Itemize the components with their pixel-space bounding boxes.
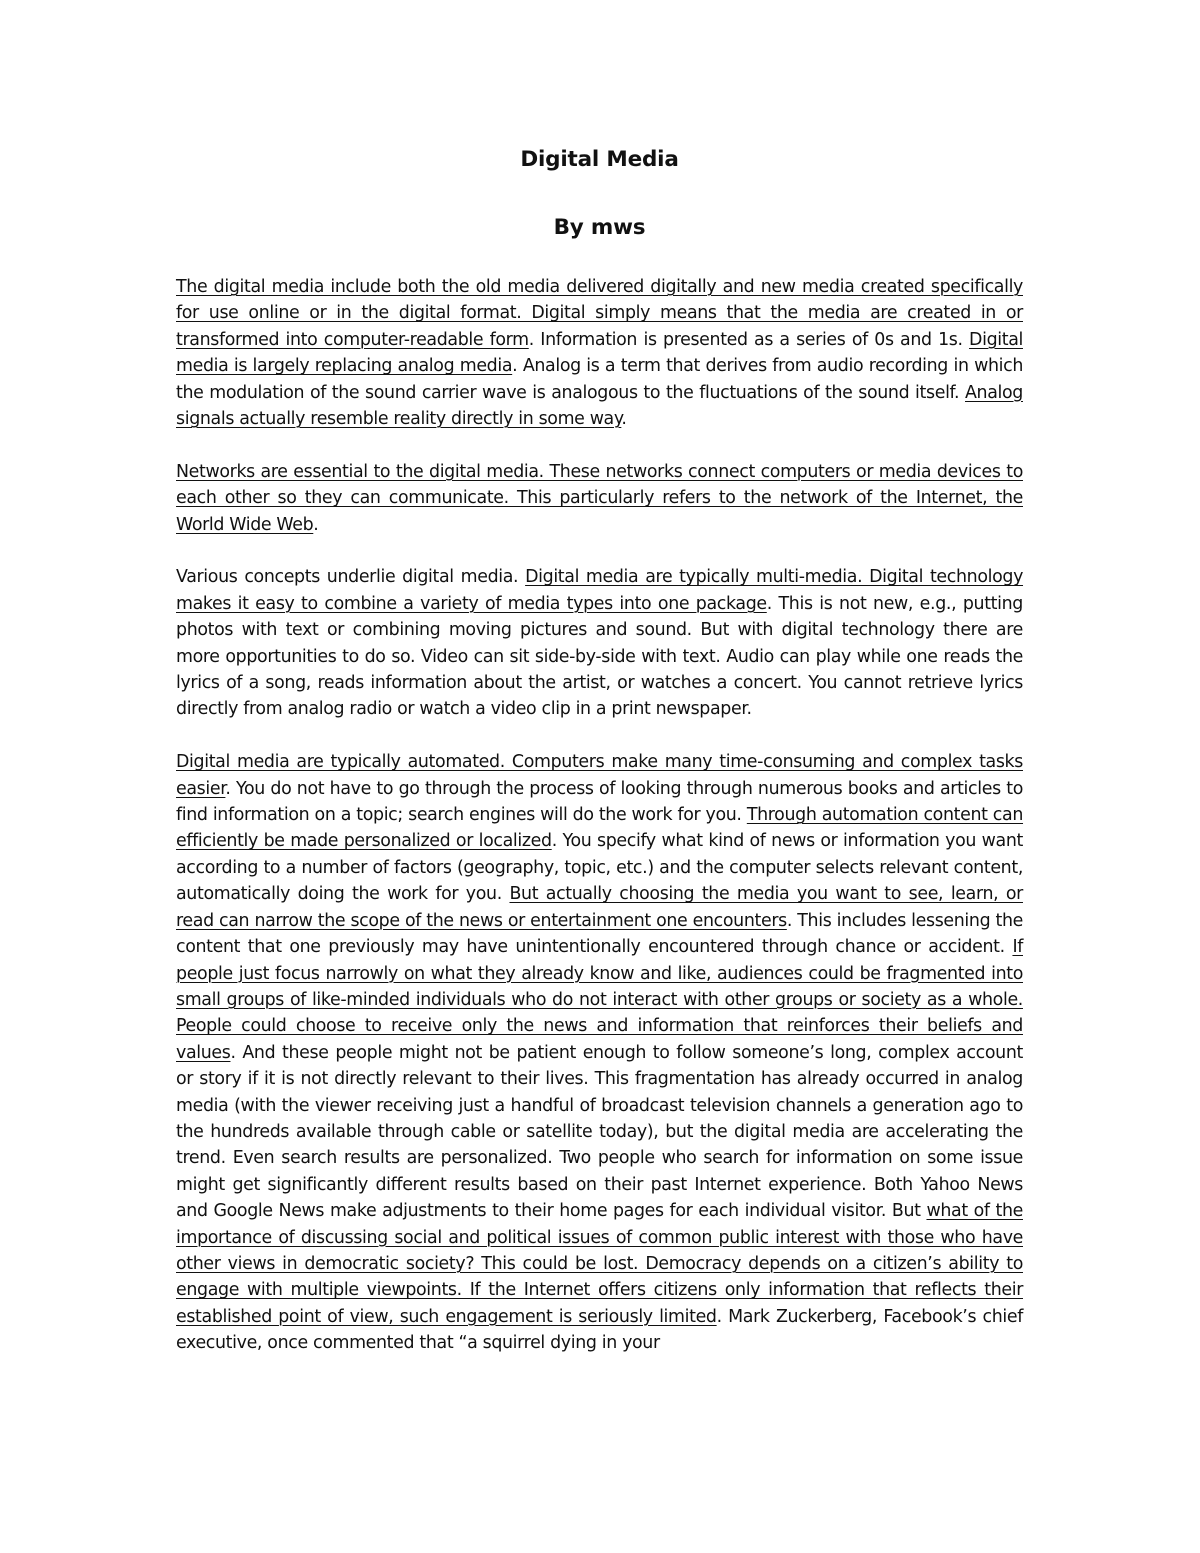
body-text: . You specify what kind of news or information you want according to a number of factors (geography, topic, etc.) and the computer selects relevant content, automatically doing the work for you. [176, 831, 1023, 905]
underlined-text: The digital media include both the old media delivered digitally and new media created specifically for use online or in the digital format. Digital simply means that the media are created in or transformed into computer-readable form [176, 277, 1023, 350]
body-text: Various concepts underlie digital media. [176, 567, 526, 588]
paragraph-3 [176, 564, 1023, 722]
body-text: . Mark Zuckerberg, Facebook’s chief executive, once commented that “a squirrel dying in your [176, 1306, 1023, 1354]
paragraph-4 [176, 749, 1023, 1356]
underlined-text: Networks are essential to the digital media. These networks connect computers or media devices to each other so they can communicate. This particularly refers to the network of the Internet, the World Wide Web [176, 461, 1023, 535]
underlined-text: Digital media are typically automated. Computers make many time-consuming and complex tasks easier [176, 752, 1023, 799]
underlined-text: If people just focus narrowly on what they already know and like, audiences could be fragmented into small groups of like-minded individuals who do not interact with other groups or society as a whole. People could choose to receive only the news and information that reinforces their beliefs and values [176, 937, 1023, 1063]
body-text: . This includes lessening the content that one previously may have unintentionally encountered through chance or accident. [176, 910, 1024, 958]
underlined-text: Digital media are typically multi-media. Digital technology makes it easy to combine a variety of media types into one package [176, 567, 1024, 614]
underlined-text: But actually choosing the media you want to see, learn, or read can narrow the scope of the news or entertainment one encounters [176, 884, 1023, 931]
underlined-text: what of the importance of discussing social and political issues of common public interest with those who have other views in democratic society? This could be lost. Democracy depends on a citizen’s ability to engage with multiple viewpoints. If the Internet offers citizens only information that reflects their established point of view, such engagement is seriously limited [176, 1201, 1023, 1327]
document-title: Digital Media [520, 147, 679, 172]
body-text: . Information is presented as a series of 0s and 1s. [528, 329, 970, 350]
body-text: . And these people might not be patient enough to follow someone’s long, complex account or story if it is not directly relevant to their lives. This fragmentation has already occurred in analog media (with the viewer receiving just a handful of broadcast television channels a generation ago to the hundreds available through cable or satellite today), but the digital media are accelerating the trend. Even search results are personalized. Two people who search for information on some issue might get significantly different results based on their past Internet experience. Both Yahoo News and Google News make adjustments to their home pages for each individual visitor. But [176, 1042, 1023, 1222]
body-text: . [621, 409, 627, 430]
paragraph-2 [176, 459, 1023, 538]
body-text: . [313, 514, 319, 535]
document-byline: By mws [553, 215, 646, 240]
underlined-text: Digital media is largely replacing analog media [176, 329, 1023, 377]
body-text: . This is not new, e.g., putting photos with text or combining moving pictures and sound. But with digital technology there are more opportunities to do so. Video can sit side-by-side with text. Audio can play while one reads the lyrics of a song, reads information about the artist, or watches a concert. You cannot retrieve lyrics directly from analog radio or watch a video clip in a print newspaper. [176, 593, 1023, 720]
document-body [176, 140, 1023, 1383]
paragraph-1 [176, 274, 1023, 432]
underlined-text: Analog signals actually resemble reality directly in some way [176, 382, 1023, 430]
body-text: . Analog is a term that derives from audio recording in which the modulation of the sound carrier wave is analogous to the fluctuations of the sound itself. [176, 356, 1023, 403]
body-text: . You do not have to go through the process of looking through numerous books and articles to find information on a topic; search engines will do the work for you. [176, 778, 1023, 826]
underlined-text: Through automation content can efficiently be made personalized or localized [176, 805, 1024, 852]
